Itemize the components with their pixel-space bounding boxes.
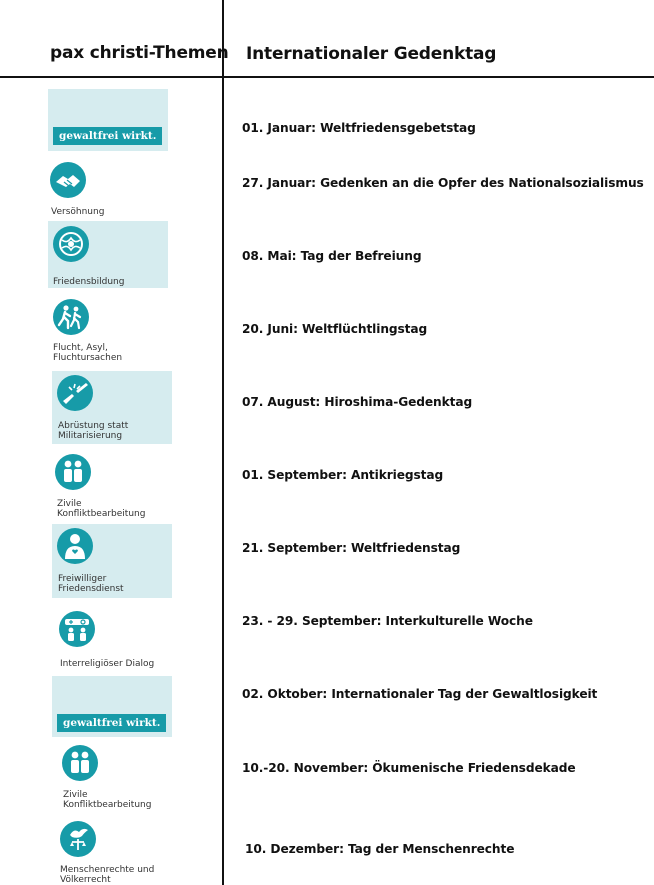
theme-tile-versoehnung[interactable] [48,160,158,218]
theme-label: Flucht, Asyl, Fluchtursachen [53,343,123,363]
theme-tile-menschenrechte[interactable] [58,819,178,885]
theme-tile-interreligioeser-dialog[interactable] [56,609,176,671]
event-item: 01. Januar: Weltfriedensgebetstag [242,121,476,135]
theme-label: Menschenrechte und Völkerrecht [60,865,155,885]
puzzle-globe-icon [53,226,89,262]
broken-rifle-icon [57,375,93,411]
theme-label: Abrüstung statt Militarisierung [58,421,129,441]
event-item: 27. Januar: Gedenken an die Opfer des Nationalsozialismus [242,176,644,190]
theme-tile-gewaltfrei[interactable] [48,89,168,151]
event-item: 10.-20. November: Ökumenische Friedensdekade [242,761,576,775]
handshake-icon [50,162,86,198]
events-column-title: Internationaler Gedenktag [246,44,497,64]
person-heart-icon [57,528,93,564]
two-people-icon [55,454,91,490]
theme-label: Zivile Konfliktbearbeitung [57,499,146,519]
theme-label: Friedensbildung [53,277,125,287]
theme-label: Zivile Konfliktbearbeitung [63,790,152,810]
event-item: 08. Mai: Tag der Befreiung [242,249,422,263]
theme-tile-flucht[interactable] [48,297,168,365]
theme-label: Freiwilliger Friedensdienst [58,574,124,594]
event-item: 21. September: Weltfriedenstag [242,541,461,555]
header-divider [0,76,654,78]
theme-tile-friedensbildung[interactable] [48,221,168,288]
theme-tile-friedensdienst[interactable] [52,524,172,598]
theme-tile-zivile-konfliktbearbeitung[interactable] [60,743,180,813]
event-item: 07. August: Hiroshima-Gedenktag [242,395,473,409]
event-item: 01. September: Antikriegstag [242,468,444,482]
event-item: 02. Oktober: Internationaler Tag der Gewaltlosigkeit [242,687,598,701]
theme-label: Interreligiöser Dialog [60,659,155,669]
theme-tile-zivile-konfliktbearbeitung[interactable] [52,451,172,521]
theme-tile-gewaltfrei[interactable] [52,676,172,737]
theme-tile-abruestung[interactable] [52,371,172,444]
gewaltfrei-badge: gewaltfrei wirkt. [53,127,162,145]
event-item: 23. - 29. September: Interkulturelle Woche [242,614,533,628]
running-people-icon [53,299,89,335]
two-people-icon [62,745,98,781]
column-divider [222,0,224,885]
religions-icon [59,611,95,647]
dove-scales-icon [60,821,96,857]
event-item: 10. Dezember: Tag der Menschenrechte [245,842,515,856]
theme-label: Versöhnung [51,207,105,217]
event-item: 20. Juni: Weltflüchtlingstag [242,322,428,336]
themes-column-title: pax christi-Themen [50,43,229,63]
gewaltfrei-badge: gewaltfrei wirkt. [57,714,166,732]
